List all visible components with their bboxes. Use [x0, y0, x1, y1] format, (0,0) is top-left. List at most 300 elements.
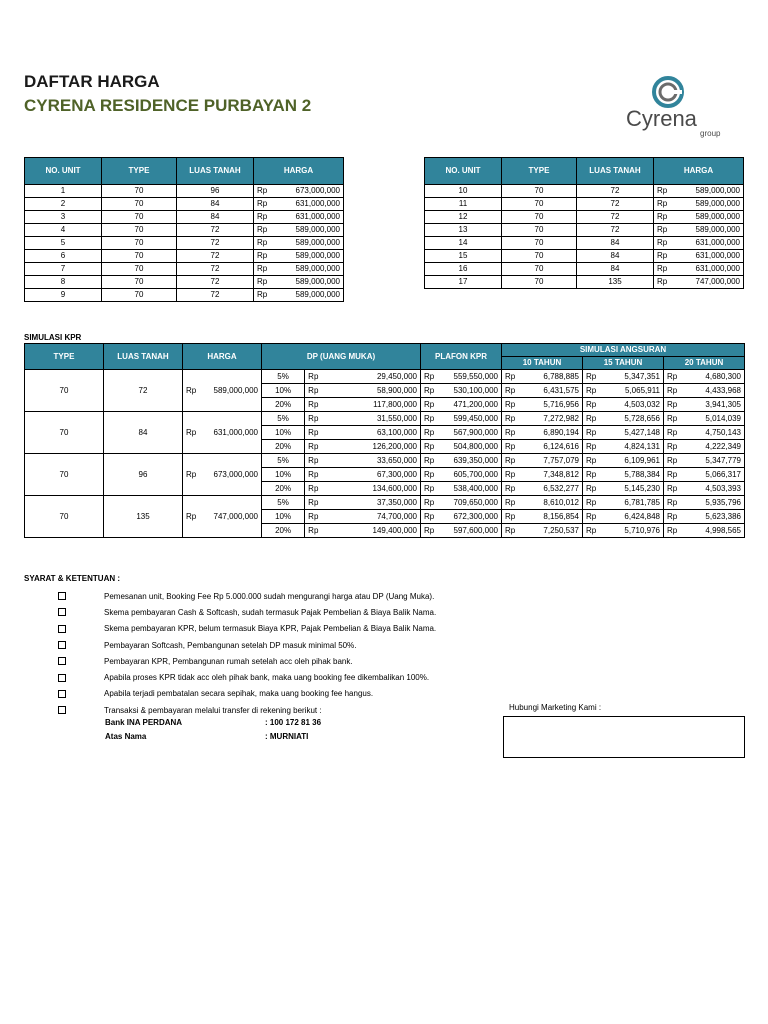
price-cell: [421, 440, 502, 454]
term-text: Pembayaran KPR, Pembangunan rumah setelah acc oleh pihak bank.: [104, 656, 353, 666]
kpr-section-label: SIMULASI KPR: [24, 333, 82, 342]
price-value: 4,433,968: [705, 386, 741, 395]
price-value: 5,066,317: [705, 470, 741, 479]
unit-no-cell: 16: [425, 263, 502, 276]
list-item: [58, 637, 436, 653]
price-value: 4,503,393: [705, 484, 741, 493]
currency-label: Rp: [657, 277, 668, 286]
table-row: [425, 237, 744, 250]
currency-label: Rp: [424, 484, 435, 493]
price-cell: [502, 496, 583, 510]
dp-percent-cell: 5%: [262, 496, 305, 510]
price-value: 5,014,039: [705, 414, 741, 423]
table-row: [425, 224, 744, 237]
currency-label: Rp: [505, 526, 516, 535]
price-value: 589,000,000: [695, 225, 740, 234]
unit-no-cell: 17: [425, 276, 502, 289]
checkbox-icon: [58, 657, 66, 665]
price-cell: [305, 510, 421, 524]
type-cell: 70: [502, 198, 577, 211]
currency-label: Rp: [657, 238, 668, 247]
table-row: [425, 250, 744, 263]
list-item: [58, 653, 436, 669]
dp-percent-cell: 20%: [262, 524, 305, 538]
currency-label: Rp: [505, 414, 516, 423]
price-value: 126,200,000: [372, 442, 417, 451]
price-cell: [502, 524, 583, 538]
price-value: 31,550,000: [376, 414, 417, 423]
currency-label: Rp: [257, 264, 268, 273]
price-cell: [305, 496, 421, 510]
list-item: [58, 669, 436, 685]
price-cell: [254, 289, 344, 302]
price-cell: [254, 185, 344, 198]
price-cell: [502, 454, 583, 468]
price-cell: [654, 198, 744, 211]
currency-label: Rp: [586, 414, 597, 423]
table-row: [425, 185, 744, 198]
table-row: [25, 289, 344, 302]
price-cell: [664, 454, 745, 468]
price-value: 63,100,000: [376, 428, 417, 437]
price-cell: [583, 482, 664, 496]
price-cell: [664, 524, 745, 538]
page-subtitle: CYRENA RESIDENCE PURBAYAN 2: [24, 96, 312, 115]
dp-percent-cell: 10%: [262, 384, 305, 398]
bank-account-number: : 100 172 81 36: [265, 718, 322, 727]
col-no-unit: NO. UNIT: [25, 158, 102, 185]
price-value: 589,000,000: [213, 386, 258, 395]
price-cell: [664, 412, 745, 426]
currency-label: Rp: [505, 456, 516, 465]
type-cell: 70: [502, 250, 577, 263]
price-cell: [421, 482, 502, 496]
price-cell: [254, 211, 344, 224]
price-cell: [183, 454, 262, 496]
price-value: 37,350,000: [376, 498, 417, 507]
kpr-col-20-tahun: 20 TAHUN: [664, 357, 745, 370]
checkbox-icon: [58, 592, 66, 600]
price-cell: [421, 496, 502, 510]
price-cell: [664, 496, 745, 510]
dp-percent-cell: 10%: [262, 510, 305, 524]
unit-price-table-right: [424, 157, 744, 289]
price-cell: [421, 524, 502, 538]
price-cell: [421, 510, 502, 524]
currency-label: Rp: [257, 186, 268, 195]
currency-label: Rp: [424, 526, 435, 535]
price-cell: [664, 384, 745, 398]
price-value: 589,000,000: [695, 186, 740, 195]
currency-label: Rp: [424, 442, 435, 451]
price-cell: [654, 211, 744, 224]
table-row: [25, 263, 344, 276]
term-text: Skema pembayaran Cash & Softcash, sudah termasuk Pajak Pembelian & Biaya Balik Nama.: [104, 607, 437, 617]
table-row: [425, 276, 744, 289]
currency-label: Rp: [186, 470, 197, 479]
price-value: 5,065,911: [625, 386, 660, 395]
price-value: 747,000,000: [213, 512, 258, 521]
price-cell: [254, 250, 344, 263]
table-row: [25, 237, 344, 250]
currency-label: Rp: [586, 442, 597, 451]
price-value: 471,200,000: [453, 400, 498, 409]
price-cell: [421, 398, 502, 412]
currency-label: Rp: [257, 277, 268, 286]
currency-label: Rp: [308, 428, 319, 437]
price-value: 149,400,000: [372, 526, 417, 535]
price-value: 4,998,565: [705, 526, 741, 535]
luas-cell: 72: [177, 276, 254, 289]
luas-cell: 72: [577, 185, 654, 198]
currency-label: Rp: [505, 372, 516, 381]
luas-cell: 84: [577, 263, 654, 276]
price-value: 589,000,000: [295, 264, 340, 273]
currency-label: Rp: [424, 512, 435, 521]
price-cell: [583, 454, 664, 468]
luas-cell: 72: [577, 224, 654, 237]
price-value: 559,550,000: [453, 372, 498, 381]
price-value: 29,450,000: [376, 372, 417, 381]
table-row: [25, 496, 745, 510]
price-cell: [502, 412, 583, 426]
price-value: 4,503,032: [624, 400, 660, 409]
currency-label: Rp: [667, 526, 678, 535]
currency-label: Rp: [424, 470, 435, 479]
price-cell: [664, 468, 745, 482]
price-cell: [583, 398, 664, 412]
currency-label: Rp: [308, 386, 319, 395]
price-cell: [654, 237, 744, 250]
kpr-col-angsuran: SIMULASI ANGSURAN: [502, 344, 745, 357]
dp-percent-cell: 20%: [262, 398, 305, 412]
list-item: [58, 686, 436, 702]
table-row: [25, 198, 344, 211]
dp-percent-cell: 5%: [262, 370, 305, 384]
price-cell: [305, 412, 421, 426]
currency-label: Rp: [308, 456, 319, 465]
currency-label: Rp: [586, 400, 597, 409]
dp-percent-cell: 20%: [262, 440, 305, 454]
checkbox-icon: [58, 641, 66, 649]
price-cell: [305, 440, 421, 454]
unit-no-cell: 7: [25, 263, 102, 276]
table-row: [425, 263, 744, 276]
price-cell: [421, 370, 502, 384]
price-cell: [583, 468, 664, 482]
checkbox-icon: [58, 625, 66, 633]
type-cell: 70: [102, 276, 177, 289]
luas-cell: 72: [177, 289, 254, 302]
price-value: 673,000,000: [213, 470, 258, 479]
kpr-col-luas: LUAS TANAH: [104, 344, 183, 370]
currency-label: Rp: [505, 428, 516, 437]
price-cell: [583, 370, 664, 384]
price-cell: [254, 237, 344, 250]
price-value: 631,000,000: [695, 264, 740, 273]
currency-label: Rp: [586, 372, 597, 381]
currency-label: Rp: [657, 199, 668, 208]
price-value: 589,000,000: [695, 199, 740, 208]
price-cell: [421, 412, 502, 426]
term-text: Apabila terjadi pembatalan secara sepihak, maka uang booking fee hangus.: [104, 689, 374, 699]
currency-label: Rp: [505, 512, 516, 521]
table-row: [25, 250, 344, 263]
term-text: Transaksi & pembayaran melalui transfer di rekening berikut :: [104, 705, 322, 715]
currency-label: Rp: [424, 428, 435, 437]
price-cell: [654, 263, 744, 276]
type-cell: 70: [102, 289, 177, 302]
account-name-value: : MURNIATI: [265, 732, 309, 741]
table-row: [25, 185, 344, 198]
price-cell: [502, 468, 583, 482]
col-type: TYPE: [502, 158, 577, 185]
unit-no-cell: 14: [425, 237, 502, 250]
dp-percent-cell: 10%: [262, 468, 305, 482]
currency-label: Rp: [667, 386, 678, 395]
price-cell: [502, 398, 583, 412]
unit-no-cell: 8: [25, 276, 102, 289]
currency-label: Rp: [424, 400, 435, 409]
price-value: 6,532,277: [543, 484, 579, 493]
term-text: Pembayaran Softcash, Pembangunan setelah DP masuk minimal 50%.: [104, 640, 357, 650]
unit-no-cell: 3: [25, 211, 102, 224]
currency-label: Rp: [667, 498, 678, 507]
currency-label: Rp: [505, 484, 516, 493]
price-value: 639,350,000: [453, 456, 498, 465]
bank-label: Bank INA PERDANA: [105, 718, 183, 727]
price-value: 589,000,000: [695, 212, 740, 221]
currency-label: Rp: [586, 512, 597, 521]
price-cell: [305, 524, 421, 538]
luas-cell: 84: [577, 237, 654, 250]
currency-label: Rp: [586, 470, 597, 479]
price-value: 5,145,230: [624, 484, 660, 493]
price-cell: [583, 440, 664, 454]
kpr-col-15-tahun: 15 TAHUN: [583, 357, 664, 370]
price-value: 7,250,537: [543, 526, 579, 535]
terms-list: [58, 588, 436, 718]
price-cell: [664, 426, 745, 440]
currency-label: Rp: [667, 484, 678, 493]
kpr-type-cell: 70: [25, 496, 104, 538]
price-cell: [654, 185, 744, 198]
currency-label: Rp: [424, 414, 435, 423]
price-value: 74,700,000: [376, 512, 417, 521]
list-item: [58, 702, 436, 718]
table-row: [25, 370, 745, 384]
price-cell: [502, 510, 583, 524]
kpr-col-harga: HARGA: [183, 344, 262, 370]
col-type: TYPE: [102, 158, 177, 185]
type-cell: 70: [102, 211, 177, 224]
price-cell: [583, 426, 664, 440]
currency-label: Rp: [667, 442, 678, 451]
table-row: [25, 454, 745, 468]
list-item: [58, 604, 436, 620]
price-value: 7,272,982: [543, 414, 579, 423]
term-text: Skema pembayaran KPR, belum termasuk Biaya KPR, Pajak Pembelian & Biaya Balik Nama.: [104, 624, 437, 634]
luas-cell: 84: [177, 211, 254, 224]
unit-price-table-left: [24, 157, 344, 302]
price-cell: [421, 468, 502, 482]
logo-sub: group: [700, 129, 721, 138]
price-value: 589,000,000: [295, 290, 340, 299]
currency-label: Rp: [308, 400, 319, 409]
unit-no-cell: 11: [425, 198, 502, 211]
type-cell: 70: [502, 224, 577, 237]
price-value: 4,222,349: [705, 442, 741, 451]
type-cell: 70: [502, 263, 577, 276]
currency-label: Rp: [257, 238, 268, 247]
currency-label: Rp: [257, 251, 268, 260]
luas-cell: 135: [577, 276, 654, 289]
price-value: 605,700,000: [453, 470, 498, 479]
currency-label: Rp: [186, 386, 197, 395]
price-cell: [583, 412, 664, 426]
unit-no-cell: 1: [25, 185, 102, 198]
price-cell: [502, 370, 583, 384]
currency-label: Rp: [586, 386, 597, 395]
unit-no-cell: 10: [425, 185, 502, 198]
price-value: 747,000,000: [695, 277, 740, 286]
currency-label: Rp: [257, 290, 268, 299]
contact-label: Hubungi Marketing Kami :: [509, 703, 602, 712]
currency-label: Rp: [424, 386, 435, 395]
account-name-label: Atas Nama: [105, 732, 147, 741]
col-luas-tanah: LUAS TANAH: [177, 158, 254, 185]
price-cell: [254, 224, 344, 237]
kpr-luas-cell: 135: [104, 496, 183, 538]
price-value: 589,000,000: [295, 251, 340, 260]
price-cell: [664, 482, 745, 496]
kpr-col-type: TYPE: [25, 344, 104, 370]
price-cell: [421, 454, 502, 468]
table-row: [25, 412, 745, 426]
kpr-col-plafon: PLAFON KPR: [421, 344, 502, 370]
price-value: 6,781,785: [624, 498, 660, 507]
price-value: 117,800,000: [373, 400, 417, 409]
price-value: 567,900,000: [453, 428, 498, 437]
price-value: 7,757,079: [543, 456, 579, 465]
price-cell: [664, 370, 745, 384]
price-cell: [583, 510, 664, 524]
price-value: 631,000,000: [295, 199, 340, 208]
price-value: 5,716,956: [543, 400, 579, 409]
unit-no-cell: 15: [425, 250, 502, 263]
price-value: 589,000,000: [295, 238, 340, 247]
unit-no-cell: 2: [25, 198, 102, 211]
currency-label: Rp: [308, 484, 319, 493]
currency-label: Rp: [657, 225, 668, 234]
list-item: [58, 621, 436, 637]
price-cell: [502, 440, 583, 454]
type-cell: 70: [102, 263, 177, 276]
price-cell: [421, 384, 502, 398]
price-cell: [183, 370, 262, 412]
checkbox-icon: [58, 608, 66, 616]
luas-cell: 96: [177, 185, 254, 198]
currency-label: Rp: [505, 400, 516, 409]
price-value: 5,347,351: [624, 372, 660, 381]
price-value: 5,427,148: [624, 428, 660, 437]
dp-percent-cell: 5%: [262, 454, 305, 468]
currency-label: Rp: [586, 498, 597, 507]
term-text: Pemesanan unit, Booking Fee Rp 5.000.000 sudah mengurangi harga atau DP (Uang Muka).: [104, 591, 435, 601]
currency-label: Rp: [586, 428, 597, 437]
type-cell: 70: [102, 250, 177, 263]
price-cell: [183, 496, 262, 538]
table-row: [25, 211, 344, 224]
currency-label: Rp: [667, 372, 678, 381]
currency-label: Rp: [505, 442, 516, 451]
price-value: 6,124,616: [543, 442, 579, 451]
term-text: Apabila proses KPR tidak acc oleh pihak bank, maka uang booking fee dikembalikan 100%.: [104, 673, 430, 683]
price-value: 6,431,575: [543, 386, 579, 395]
price-value: 5,788,384: [624, 470, 660, 479]
luas-cell: 84: [177, 198, 254, 211]
terms-title: SYARAT & KETENTUAN :: [24, 574, 121, 583]
currency-label: Rp: [424, 498, 435, 507]
price-value: 504,800,000: [453, 442, 498, 451]
kpr-type-cell: 70: [25, 412, 104, 454]
checkbox-icon: [58, 706, 66, 714]
price-value: 8,610,012: [543, 498, 579, 507]
price-cell: [664, 440, 745, 454]
price-cell: [421, 426, 502, 440]
currency-label: Rp: [424, 456, 435, 465]
currency-label: Rp: [186, 512, 197, 521]
luas-cell: 72: [177, 224, 254, 237]
kpr-col-dp: DP (UANG MUKA): [262, 344, 421, 370]
price-value: 6,788,885: [543, 372, 579, 381]
currency-label: Rp: [505, 498, 516, 507]
currency-label: Rp: [308, 498, 319, 507]
price-value: 5,347,779: [705, 456, 741, 465]
kpr-col-10-tahun: 10 TAHUN: [502, 357, 583, 370]
type-cell: 70: [502, 211, 577, 224]
price-cell: [305, 398, 421, 412]
luas-cell: 72: [177, 263, 254, 276]
currency-label: Rp: [257, 199, 268, 208]
price-value: 589,000,000: [295, 225, 340, 234]
bank-info: [105, 718, 321, 746]
table-row: [25, 224, 344, 237]
currency-label: Rp: [667, 512, 678, 521]
price-cell: [305, 468, 421, 482]
price-cell: [654, 224, 744, 237]
price-value: 5,728,656: [624, 414, 660, 423]
currency-label: Rp: [308, 372, 319, 381]
cyrena-logo: [620, 70, 740, 140]
currency-label: Rp: [657, 251, 668, 260]
col-no-unit: NO. UNIT: [425, 158, 502, 185]
col-luas-tanah: LUAS TANAH: [577, 158, 654, 185]
kpr-luas-cell: 72: [104, 370, 183, 412]
currency-label: Rp: [308, 512, 319, 521]
currency-label: Rp: [308, 414, 319, 423]
checkbox-icon: [58, 674, 66, 682]
price-cell: [654, 250, 744, 263]
currency-label: Rp: [586, 526, 597, 535]
price-cell: [664, 510, 745, 524]
currency-label: Rp: [505, 386, 516, 395]
unit-no-cell: 4: [25, 224, 102, 237]
currency-label: Rp: [657, 212, 668, 221]
type-cell: 70: [102, 224, 177, 237]
luas-cell: 72: [577, 198, 654, 211]
price-value: 631,000,000: [695, 238, 740, 247]
